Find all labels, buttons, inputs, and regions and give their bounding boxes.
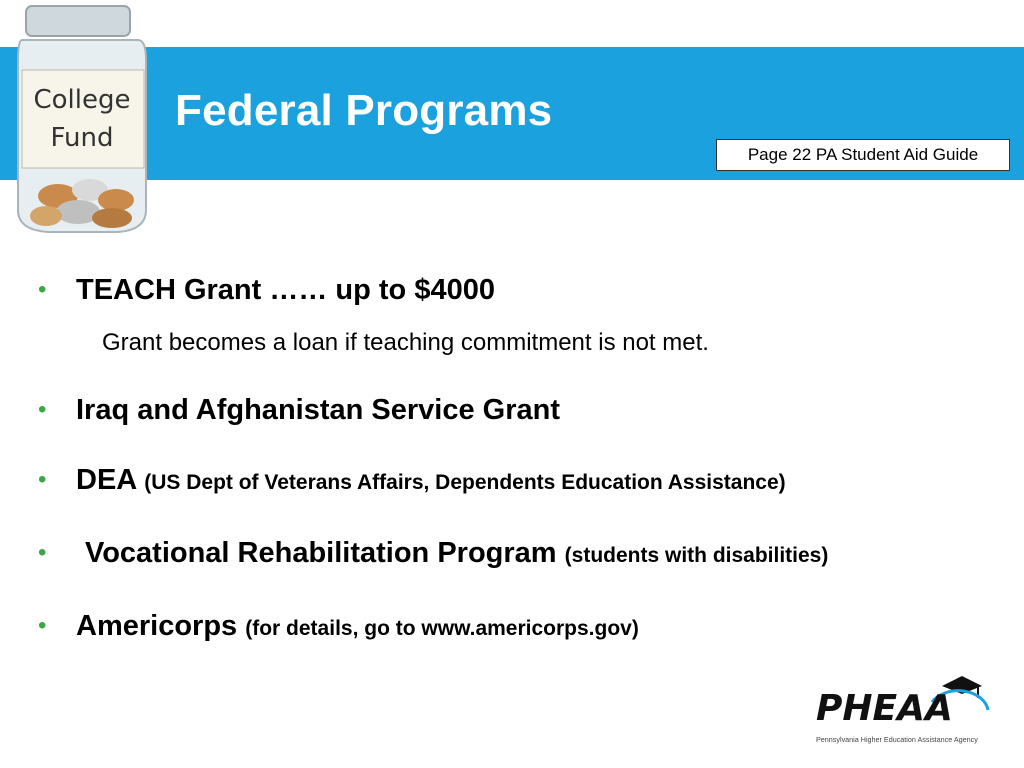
- list-item-vocational-rehab: [38, 535, 1018, 574]
- vocational-rehab-detail: (students with disabilities): [564, 544, 829, 567]
- bullet-icon: •: [38, 396, 47, 423]
- iraq-afghanistan-text: Iraq and Afghanistan Service Grant: [76, 394, 560, 426]
- americorps-text: Americorps: [76, 610, 238, 642]
- teach-grant-note: Grant becomes a loan if teaching commitment is not met.: [102, 329, 709, 356]
- list-item-dea: [38, 462, 1018, 501]
- page-title: Federal Programs: [175, 86, 553, 135]
- bullet-icon: •: [38, 539, 47, 566]
- jar-label-line1: College: [33, 85, 131, 115]
- list-item-iraq-afghanistan: [38, 392, 1018, 428]
- pheaa-logo: [812, 672, 992, 750]
- teach-grant-text: TEACH Grant …… up to $4000: [76, 274, 495, 306]
- jar-label-line2: Fund: [50, 123, 114, 153]
- college-fund-jar-icon: [8, 0, 156, 236]
- dea-detail: (US Dept of Veterans Affairs, Dependents Education Assistance): [144, 471, 786, 494]
- program-list: [38, 272, 1018, 647]
- americorps-detail: (for details, go to www.americorps.gov): [245, 617, 639, 640]
- dea-text: DEA: [76, 464, 137, 496]
- list-item-teach-grant: [38, 272, 1018, 308]
- bullet-icon: •: [38, 612, 47, 639]
- bullet-icon: •: [38, 276, 47, 303]
- logo-wordmark: PHEAA: [816, 688, 953, 729]
- vocational-rehab-text: Vocational Rehabilitation Program: [85, 537, 557, 569]
- bullet-icon: •: [38, 466, 47, 493]
- list-item-americorps: [38, 608, 1018, 647]
- logo-tagline: Pennsylvania Higher Education Assistance Agency: [816, 735, 978, 744]
- page-reference-box: Page 22 PA Student Aid Guide: [716, 139, 1010, 171]
